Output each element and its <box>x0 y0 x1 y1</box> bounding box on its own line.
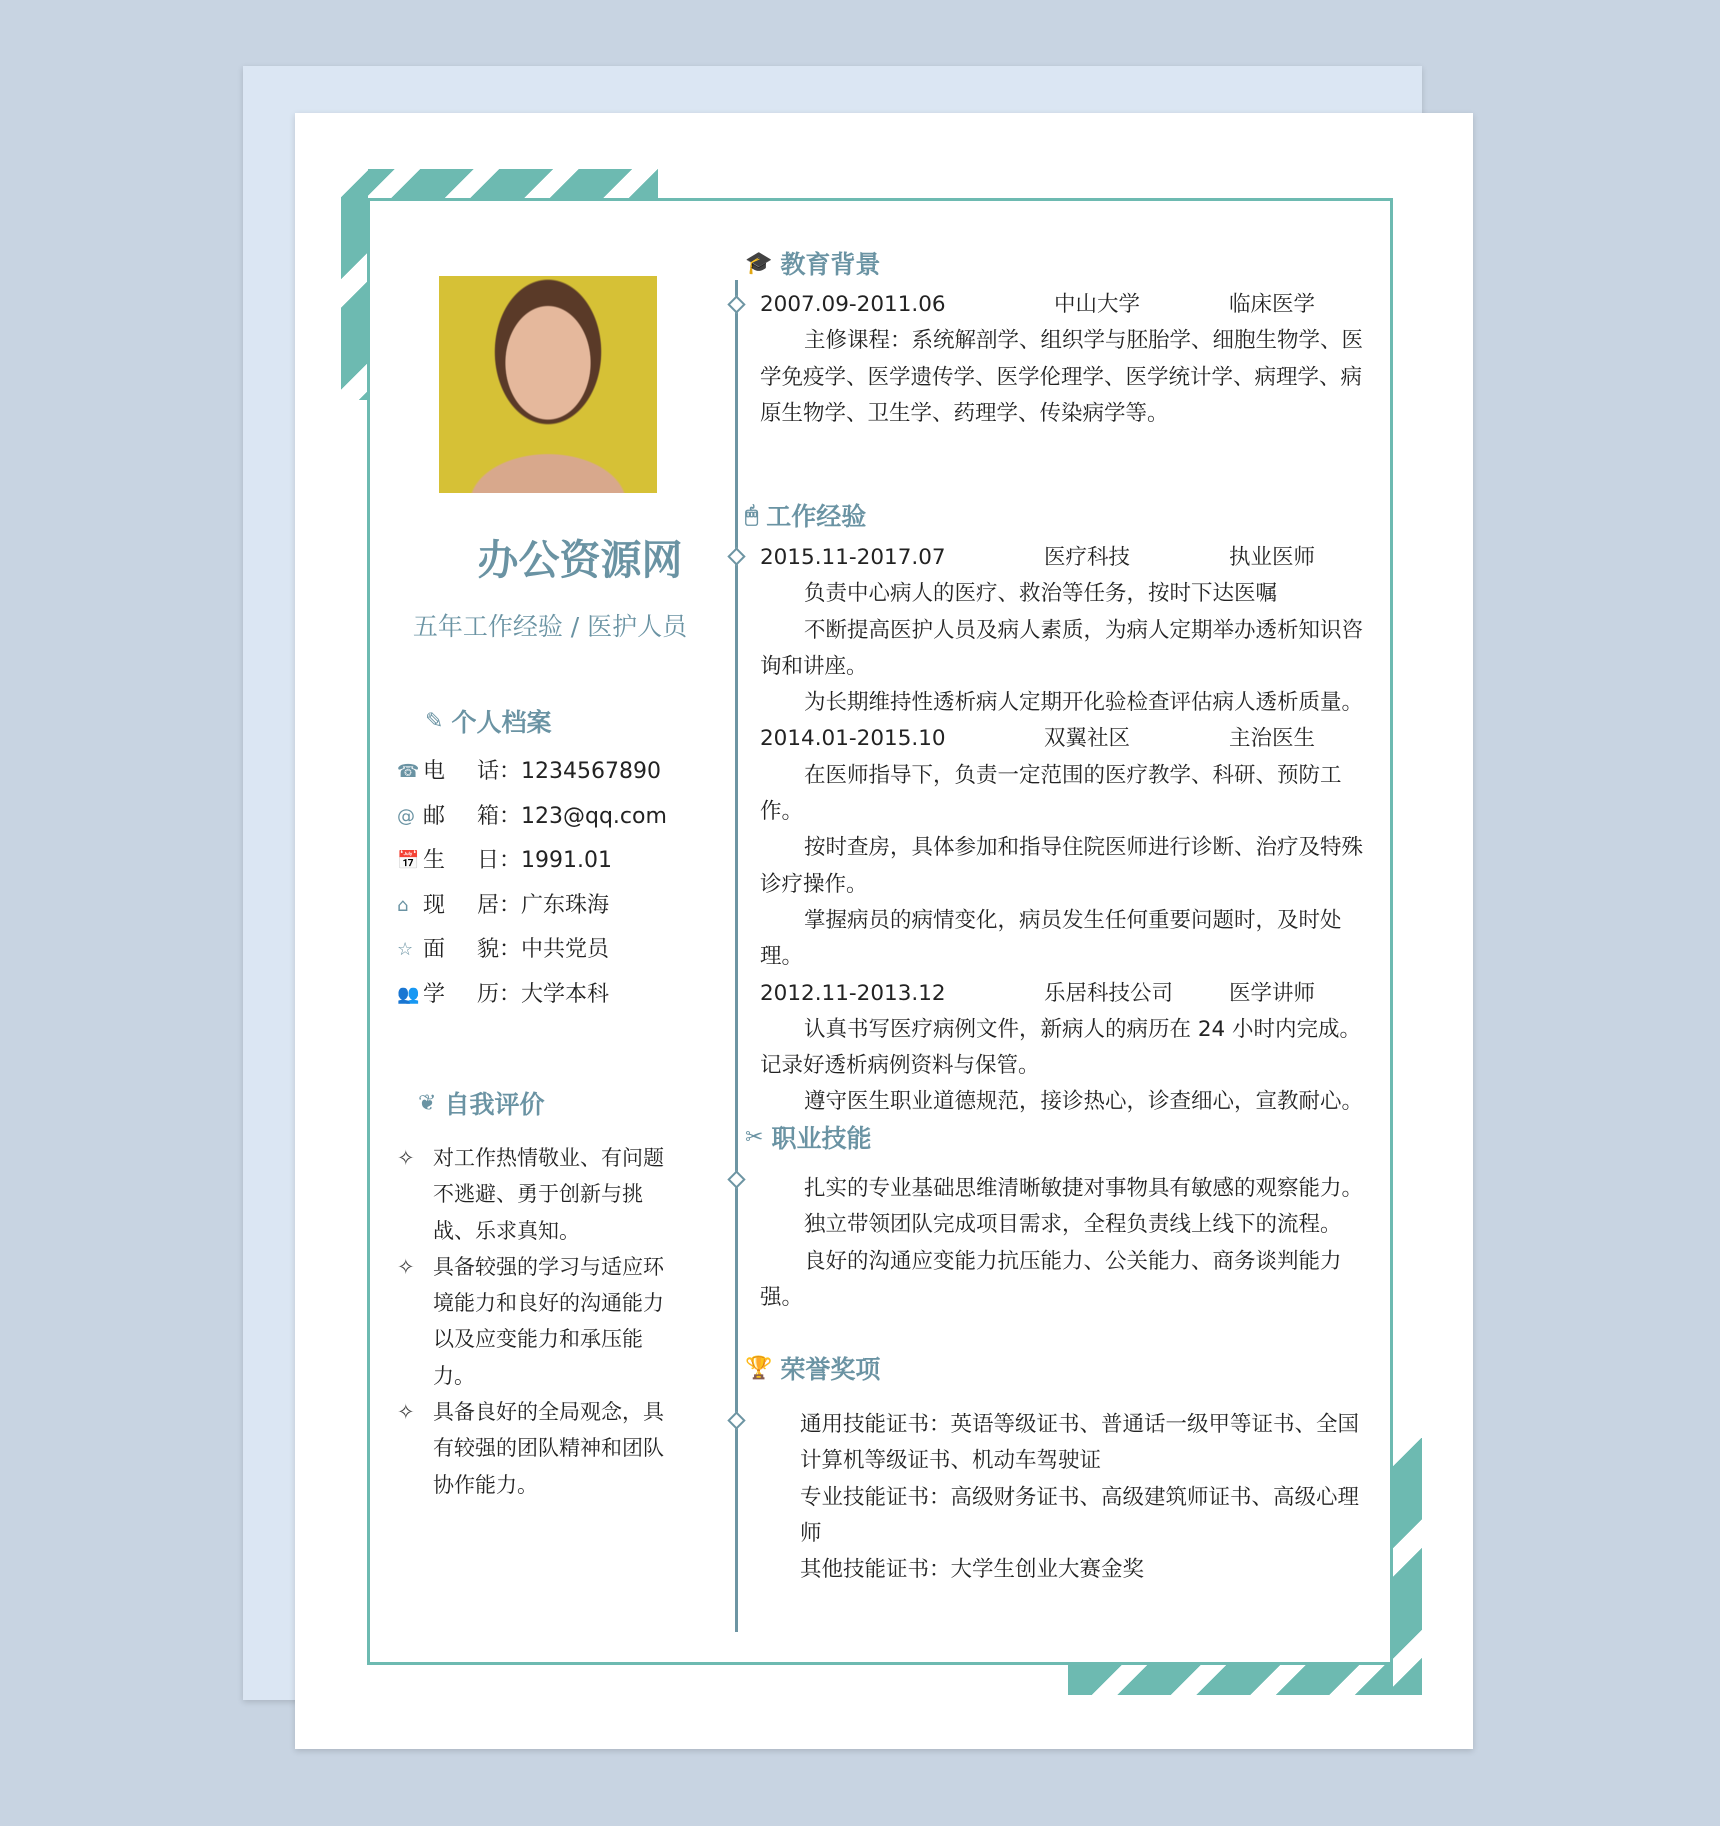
job-company: 医疗科技 <box>1044 545 1131 570</box>
info-label-end: 居： <box>477 892 522 918</box>
info-label-end: 貌： <box>477 937 522 963</box>
education-entry <box>760 287 1372 432</box>
decor-stripes-left <box>341 169 368 400</box>
sparkle-bullet-icon: ✧ <box>397 1254 415 1279</box>
honor-line: 通用技能证书：英语等级证书、普通话一级甲等证书、全国计算机等级证书、机动车驾驶证 <box>800 1412 1360 1474</box>
self-eval-heading: ❦ 自我评价 <box>418 1090 545 1119</box>
honor-line: 专业技能证书：高级财务证书、高级建筑师证书、高级心理师 <box>800 1484 1360 1546</box>
info-label-end: 话： <box>477 759 522 784</box>
profile-photo <box>439 276 657 493</box>
info-value: 大学本科 <box>521 981 610 1007</box>
info-label: 邮 <box>423 803 446 829</box>
info-value: 中共党员 <box>521 937 610 963</box>
sparkle-bullet-icon: ✧ <box>397 1400 415 1425</box>
job-entry <box>760 540 1372 721</box>
info-row <box>397 884 667 929</box>
edu-school: 中山大学 <box>1054 292 1141 317</box>
personal-heading: ✎ 个人档案 <box>425 708 552 737</box>
candidate-subtitle: 五年工作经验 / 医护人员 <box>412 612 688 641</box>
job-role: 医学讲师 <box>1229 980 1316 1006</box>
people-icon: 👥 <box>397 983 420 1005</box>
skills-heading: ✂ 职业技能 <box>745 1124 872 1153</box>
tools-icon: ✂ <box>745 1124 764 1150</box>
self-eval-item: ✧ 对工作热情敬业、有问题不逃避、勇于创新与挑战、乐求真知。 <box>397 1140 682 1249</box>
phone-icon: ☎ <box>397 761 420 782</box>
info-row <box>397 973 667 1018</box>
job-duty: 掌握病员的病情变化，病员发生任何重要问题时，及时处理。 <box>760 907 1342 970</box>
job-role: 执业医师 <box>1229 545 1316 570</box>
info-label: 学 <box>423 981 446 1007</box>
job-duty: 在医师指导下，负责一定范围的医疗教学、科研、预防工作。 <box>760 762 1342 825</box>
edu-date: 2007.09-2011.06 <box>760 292 946 317</box>
job-date: 2015.11-2017.07 <box>760 545 946 570</box>
work-list <box>760 540 1372 1121</box>
job-entry <box>760 976 1372 1121</box>
edu-courses: 主修课程：系统解剖学、组织学与胚胎学、细胞生物学、医学免疫学、医学遗传学、医学伦理学、医学统计学、病理学、病原生物学、卫生学、药理学、传染病学等。 <box>760 328 1364 426</box>
calendar-icon: 📅 <box>397 850 420 872</box>
self-eval-list <box>397 1140 682 1503</box>
mouse-icon: 🖱 <box>745 502 759 528</box>
info-label-end: 日： <box>477 848 522 874</box>
info-label: 面 <box>423 937 446 963</box>
self-eval-item: ✧ 具备良好的全局观念，具有较强的团队精神和团队协作能力。 <box>397 1394 682 1503</box>
info-row <box>397 750 667 795</box>
info-label-end: 箱： <box>477 803 522 829</box>
decor-stripes-right <box>1393 1438 1422 1695</box>
job-role: 主治医生 <box>1229 726 1316 752</box>
graduation-cap-icon: 🎓 <box>745 250 773 276</box>
personal-info-list <box>397 750 667 1018</box>
info-label-end: 历： <box>477 981 522 1007</box>
decor-stripes-top <box>341 169 658 199</box>
candidate-name: 办公资源网 <box>477 536 683 584</box>
self-eval-item: ✧ 具备较强的学习与适应环境能力和良好的沟通能力以及应变能力和承压能力。 <box>397 1249 682 1394</box>
honor-line: 其他技能证书：大学生创业大赛金奖 <box>800 1557 1145 1583</box>
job-duty: 为长期维持性透析病人定期开化验检查评估病人透析质量。 <box>804 690 1364 716</box>
edu-major: 临床医学 <box>1229 292 1316 317</box>
education-heading: 🎓 教育背景 <box>745 250 881 279</box>
info-label: 生 <box>423 848 446 874</box>
honors-list <box>800 1407 1372 1588</box>
info-label: 电 <box>423 759 446 784</box>
star-icon: ☆ <box>397 939 414 961</box>
hearts-icon: ❦ <box>418 1090 437 1116</box>
job-company: 双翼社区 <box>1044 726 1131 752</box>
job-duty: 认真书写医疗病例文件，新病人的病历在 24 小时内完成。记录好透析病例资料与保管。 <box>760 1016 1362 1079</box>
sparkle-bullet-icon: ✧ <box>397 1146 415 1170</box>
job-duty: 遵守医生职业道德规范，接诊热心，诊查细心，宣教耐心。 <box>804 1089 1364 1115</box>
info-label: 现 <box>423 892 446 918</box>
edit-icon: ✎ <box>425 708 444 734</box>
info-value: 1991.01 <box>521 848 612 874</box>
trophy-icon: 🏆 <box>745 1355 773 1381</box>
skill-line: 扎实的专业基础思维清晰敏捷对事物具有敏感的观察能力。 <box>804 1176 1364 1201</box>
info-value: 1234567890 <box>521 759 661 784</box>
home-icon: ⌂ <box>397 894 409 916</box>
job-duty: 不断提高医护人员及病人素质，为病人定期举办透析知识咨询和讲座。 <box>760 617 1364 679</box>
info-value: 广东珠海 <box>521 892 610 918</box>
decor-stripes-bottom <box>1068 1665 1422 1695</box>
info-row <box>397 928 667 973</box>
job-duty: 按时查房，具体参加和指导住院医师进行诊断、治疗及特殊诊疗操作。 <box>760 835 1364 897</box>
job-date: 2014.01-2015.10 <box>760 726 946 752</box>
skills-list <box>760 1171 1372 1316</box>
skill-line: 良好的沟通应变能力抗压能力、公关能力、商务谈判能力强。 <box>760 1248 1342 1310</box>
work-heading: 🖱 工作经验 <box>745 502 867 531</box>
job-date: 2012.11-2013.12 <box>760 980 946 1006</box>
honors-heading: 🏆 荣誉奖项 <box>745 1355 881 1384</box>
info-value: 123@qq.com <box>521 803 667 829</box>
skill-line: 独立带领团队完成项目需求，全程负责线上线下的流程。 <box>804 1212 1342 1238</box>
job-company: 乐居科技公司 <box>1044 980 1174 1006</box>
info-row <box>397 839 667 884</box>
at-icon: @ <box>397 805 415 827</box>
job-entry <box>760 721 1372 975</box>
info-row <box>397 795 667 840</box>
job-duty: 负责中心病人的医疗、救治等任务，按时下达医嘱 <box>804 581 1278 607</box>
